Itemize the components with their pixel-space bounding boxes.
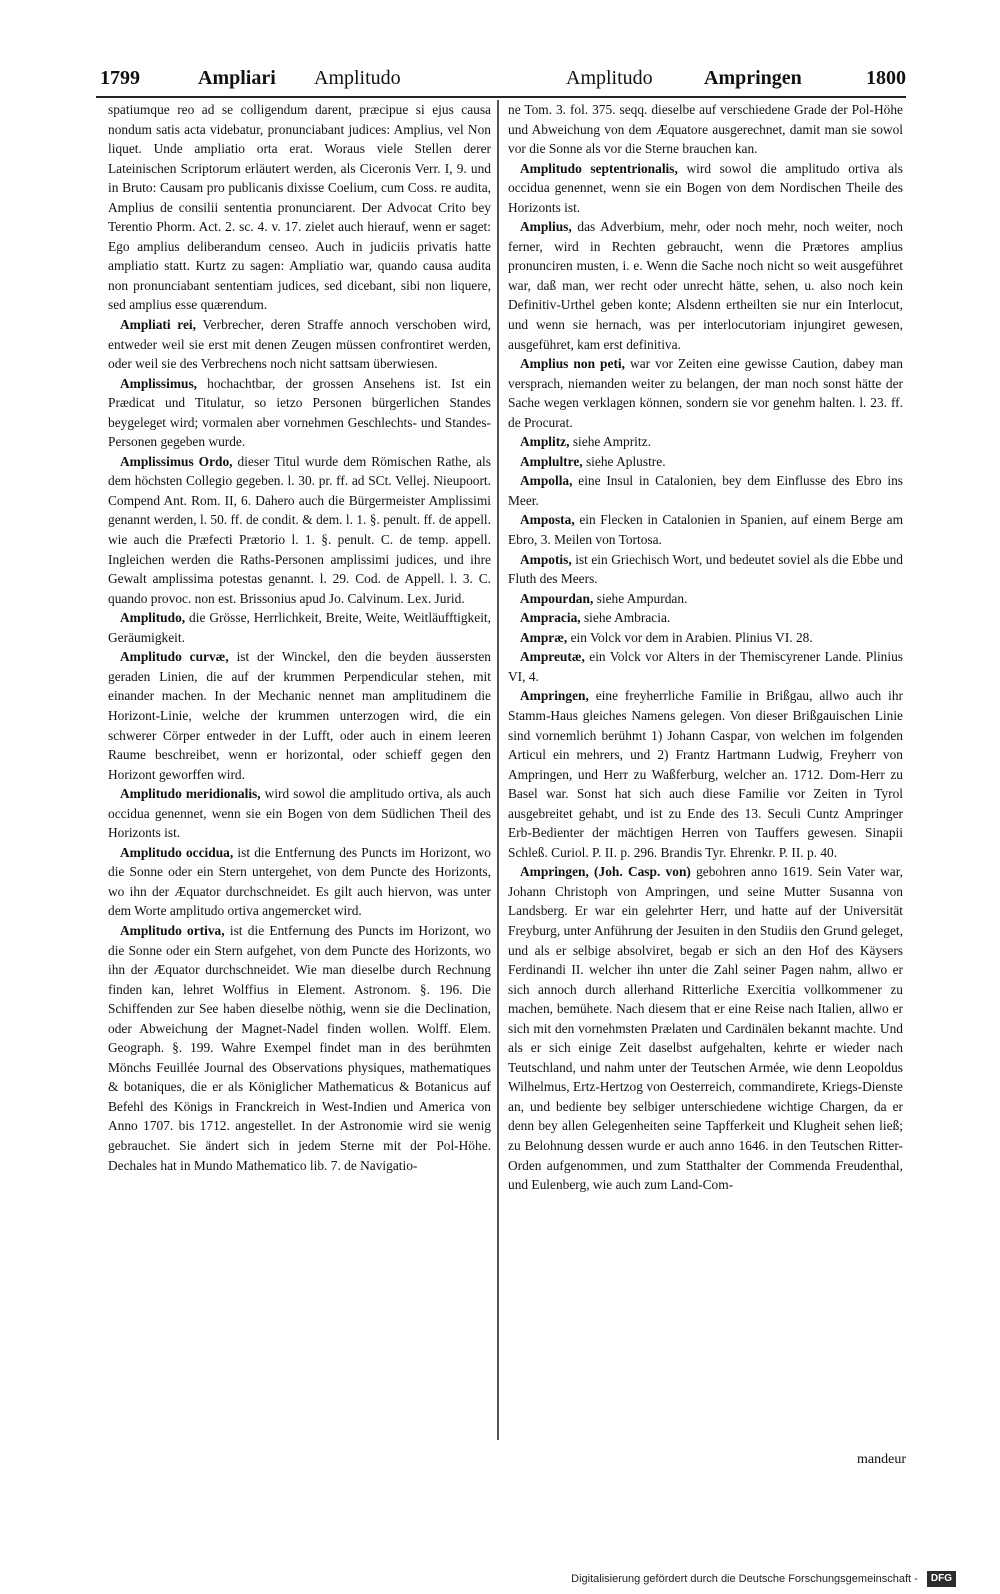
dictionary-entry (508, 608, 903, 628)
dictionary-entry (108, 315, 491, 374)
entry-text: war vor Zeiten eine gewisse Caution, dabey man versprach, niemanden weiter zu belangen, der man noch sonst hätte der Sache wegen verklagen können, sondern sie vor genehm halten. l. 23. ff. de Procurat. (508, 356, 903, 430)
entry-text: wird sowol die amplitudo ortiva, als auch occidua genennet, wenn sie ein Bogen von dem Südlichen Theil des Horizonts ist. (108, 786, 491, 841)
left-column (108, 100, 491, 1440)
dictionary-entry (508, 550, 903, 589)
dictionary-entry (108, 608, 491, 647)
right-column (508, 100, 903, 1440)
running-header (96, 58, 906, 98)
dictionary-entry (508, 510, 903, 549)
entry-text: ist der Winckel, den die beyden äussersten geraden Linien, die auf der krummen Perpendicular stehen, mit einander machen. In der Mechanic nennet man amplitudinem die Horizont-Linie, welche der krummen unterzogen wird, die ein schwerer Cörper entweder in der Lufft, oder auch in einem leeren Raume beschreibet, wenn er horizontal, oder schieff gegen den Horizont geworffen wird. (108, 649, 491, 782)
entry-text: eine Insul in Catalonien, bey dem Einflusse des Ebro ins Meer. (508, 473, 903, 508)
dictionary-entry (108, 452, 491, 608)
entry-text: ist die Entfernung des Puncts im Horizont, wo die Sonne oder ein Stern untergehet, von dem Puncte des Horizonts, wo ihn der Æquator durchschneidet. Es gilt auch hiervon, was unter dem Worte amplitudo ortiva angemercket wird. (108, 844, 491, 919)
entry-text: hochachtbar, der grossen Ansehens ist. Ist ein Prædicat und Titulatur, so ietzo Personen bürgerlichen Standes beygeleget wird; vormalen aber vornehmen Geschlechts- und Standes-Personen gegeben wurde. (108, 375, 491, 450)
header-keyword-right-1: Amplitudo (566, 67, 653, 89)
entry-headword: Ampringen, (520, 688, 589, 704)
entry-headword: Amplitudo curvæ, (120, 649, 229, 665)
entry-text: wird sowol die amplitudo ortiva als occidua genennet, wenn sie ein Bogen von dem Nordischen Theile des Horizonts ist. (508, 160, 903, 215)
entry-text: ist ein Griechisch Wort, und bedeutet soviel als die Ebbe und Fluth des Meers. (508, 551, 903, 587)
entry-text: siehe Aplustre. (582, 453, 666, 469)
entry-headword: Amplius non peti, (520, 356, 625, 372)
dictionary-entry (508, 471, 903, 510)
dictionary-entry (508, 159, 903, 218)
dictionary-entry (108, 100, 491, 315)
dictionary-entry (508, 217, 903, 354)
entry-text: Verbrecher, deren Straffe annoch verschoben wird, entweder weil sie erst mit denen Zeugen müssen confrontiret werden, oder weil sie des Verbrechens noch nicht sattsam überwiesen. (108, 317, 491, 372)
header-rule (96, 96, 906, 98)
footer-credit (571, 1570, 956, 1588)
entry-headword: Amplitz, (520, 434, 570, 450)
entry-headword: Ampotis, (520, 551, 572, 567)
entry-text: das Adverbium, mehr, oder noch mehr, noch weiter, noch ferner, wird in Rechten gebraucht, wenn die Prætores amplius pronunciren musten, i. e. Wenn die Sache noch nicht so weit ausgeführet war, daß man, wer recht oder unrecht hätte, sehen, u. also noch kein Definitiv-Urthel geben konte; Alsdenn ertheilten sie nur ein Interlocut, und wenn sie hernach, was per interlocutoriam injungiret gewesen, ausgeführet, kam erst definitiva. (508, 219, 903, 352)
dictionary-entry (108, 784, 491, 843)
dictionary-entry (508, 589, 903, 609)
entry-text: dieser Titul wurde dem Römischen Rathe, als dem höchsten Collegio gegeben. l. 30. pr. ff. ad SCt. Vellej. Nieupoort. Compend Ant. Rom. II, 6. Dahero auch die Bürgermeister Amplissimi genannt werden, l. 50. ff. de condit. & dem. l. 1. §. penult. ff. de appell. wie auch die Præfecti Prætorio l. 1. §. penult. C. de temp. appell. Ingleichen werden die Raths-Personen amplissimi judices, und ihre Gewalt amplissima potestas genannt. l. 29. Cod. de Appell. l. 3. C. quando provoc. non est. Brissonius apud Jo. Calvinum. Lex. Jurid. (108, 453, 491, 606)
dictionary-entry (108, 374, 491, 452)
entry-text: siehe Ampritz. (569, 434, 651, 450)
entry-headword: Amplitudo, (120, 610, 186, 626)
entry-headword: Ampreutæ, (520, 649, 585, 665)
dictionary-entry (508, 432, 903, 452)
dictionary-entry (508, 628, 903, 648)
dictionary-entry (508, 452, 903, 472)
entry-headword: Ampolla, (520, 473, 573, 489)
dictionary-entry (508, 862, 903, 1194)
column-divider (497, 100, 499, 1440)
entry-headword: Amposta, (520, 512, 575, 528)
entry-headword: Amplitudo meridionalis, (120, 786, 261, 802)
entry-text: siehe Ambracia. (580, 610, 671, 626)
entry-text: ein Flecken in Catalonien in Spanien, auf einem Berge am Ebro, 3. Meilen von Tortosa. (508, 512, 903, 548)
dictionary-entry (508, 354, 903, 432)
entry-text: ein Volck vor Alters in der Themiscyrener Lande. Plinius VI, 4. (508, 649, 903, 684)
dictionary-entry (108, 647, 491, 784)
entry-text: spatiumque reo ad se colligendum darent, præcipue si ejus causa nondum satis acta videbatur, pronunciabant judices: Amplius, vel Non liquet. Unde ampliatio orta erat. Woraus viele Stellen derer Lateinischen Scriptorum erläutert werden, als Ciceronis Verr. I, 9. und in Bruto: Causam pro publicanis dixisse Coelium, cum Coss. re audita, Amplius de consilii sententia pronunciarent. Der Advocat Crito bey Terentio Phorm. Act. 2. sc. 4. v. 17. zielet auch hierauf, wenn er saget: Ego amplius deliberandum censeo. Auch in judiciis privatis hatte ampliatio statt. Kurtz zu sagen: Ampliatio war, quando causa audita non pronunciabant sententiam judices, sed dicebant, sibi non liquere, sed amplius esse quærendum. (108, 102, 491, 313)
dictionary-entry (108, 921, 491, 1175)
entry-headword: Amplissimus, (120, 375, 198, 391)
page-number-right: 1800 (866, 67, 906, 89)
entry-text: ein Volck vor dem in Arabien. Plinius VI. 28. (567, 629, 813, 645)
header-keyword-left-1: Ampliari (198, 67, 276, 89)
entry-headword: Ampræ, (520, 629, 568, 645)
dfg-logo: DFG (927, 1571, 956, 1587)
entry-text: siehe Ampurdan. (593, 590, 688, 606)
entry-text: die Grösse, Herrlichkeit, Breite, Weite, Weitläufftigkeit, Geräumigkeit. (108, 610, 491, 645)
entry-headword: Amplius, (520, 219, 572, 235)
page-number-left: 1799 (100, 67, 140, 89)
dictionary-entry (508, 647, 903, 686)
entry-text: ne Tom. 3. fol. 375. seqq. dieselbe auf verschiedene Grade der Pol-Höhe und Abweichung von dem Æquatore ausgerechnet, damit man sie sowol vor die Sonne als vor die Sterne brauchen kan. (508, 102, 903, 157)
entry-text: gebohren anno 1619. Sein Vater war, Johann Christoph von Ampringen, und seine Mutter Susanna von Landsberg. Er war ein gelehrter Herr, und hatte auf der Universität Freyburg, unter Anführung der Jesuiten in den Studiis den Grund geleget, und als er selbige absolviret, begab er sich an den Hof des Käysers Ferdinandi II. welcher ihn unter die Zahl seiner Pagen nahm, allwo er sich annoch durch allerhand Ritterliche Exercitia vollkommener zu machen, bemühete. Nach diesem that er eine Reise nach Italien, allwo er sich mit den vornehmsten Prælaten und Cardinälen bekannt machte. Und als er sich einige Zeit daselbst aufgehalten, kehrte er wieder nach Teutschland, und nahm unter der Teutschen Armée, wie denn Leopoldus Wilhelmus, Ertz-Hertzog von Oesterreich, commandirete, Kriegs-Dienste an, und bediente bey selbiger unterschiedene wichtige Chargen, da er denn bey allen Gelegenheiten seine Tapfferkeit und Klugheit sehen ließ; zu Belohnung dessen wurde er auch anno 1646. in den Teutschen Ritter-Orden aufgenommen, und zum Statthalter der Commenda Freudenthal, und Eulenberg, wie auch zum Land-Com- (508, 864, 903, 1193)
dictionary-entry (108, 843, 491, 921)
dictionary-entry (508, 100, 903, 159)
footer-text: Digitalisierung gefördert durch die Deutsche Forschungsgemeinschaft - (571, 1573, 918, 1585)
entry-headword: Ampourdan, (520, 590, 594, 606)
entry-headword: Ampringen, (Joh. Casp. von) (520, 864, 691, 880)
entry-text: eine freyherrliche Familie in Brißgau, allwo auch ihr Stamm-Haus gleiches Namens gelegen. Von dieser Brißgauischen Linie sind vornemlich berühmt 1) Johann Caspar, von welchen im folgenden Articul ein mehrers, und 2) Frantz Hartmann Ludwig, Freyherr von Ampringen, und Herr zu Waßferburg, welcher an. 1712. Dom-Herr zu Basel war. Sonst hat sich auch diese Familie vor Zeiten in Tyrol ausgebreitet gehabt, und ist zu Ende des 13. Seculi Cuntz Ampringer Erb-Bedienter der mächtigen Herren von Tauffers gewesen. Sinapii Schleß. Curiol. P. II. p. 296. Brandis Tyr. Ehrenkr. P. II. p. 40. (508, 688, 903, 860)
entry-headword: Ampliati rei, (120, 317, 197, 333)
entry-headword: Amplitudo occidua, (120, 844, 234, 860)
dictionary-entry (508, 686, 903, 862)
catchword: mandeur (857, 1452, 906, 1467)
header-keyword-left-2: Amplitudo (314, 67, 401, 89)
header-keyword-right-2: Ampringen (704, 67, 802, 89)
entry-headword: Amplitudo septentrionalis, (520, 160, 678, 176)
entry-headword: Amplitudo ortiva, (120, 922, 225, 938)
entry-text: ist die Entfernung des Puncts im Horizont, wo die Sonne oder ein Stern aufgehet, von dem Puncte des Horizonts, wo ihn der Æquator durchschneidet. Wie man dieselbe durch Rechnung finden kan, lehret Wolffius in Element. Astronom. §. 196. Die Schiffenden zur See haben dieselbe nöthig, wenn sie die Declination, oder Abweichung der Magnet-Nadel finden wollen. Wolff. Elem. Geograph. §. 199. Wahre Exempel findet man in des berühmten Mönchs Feuillée Journal des Observations physiques, mathematiques & botaniques, die er als Königlicher Mathematicus & Botanicus auf Befehl des Königs in Franckreich in West-Indien und America von Anno 1707. bis 1712. angestellet. In der Astronomie wird sie wenig gebrauchet. Sie ändert sich in jedem Sterne mit der Pol-Höhe. Dechales hat in Mundo Mathematico lib. 7. de Navigatio- (108, 922, 491, 1173)
entry-headword: Amplultre, (520, 453, 583, 469)
entry-headword: Ampracia, (520, 610, 581, 626)
entry-headword: Amplissimus Ordo, (120, 453, 233, 469)
